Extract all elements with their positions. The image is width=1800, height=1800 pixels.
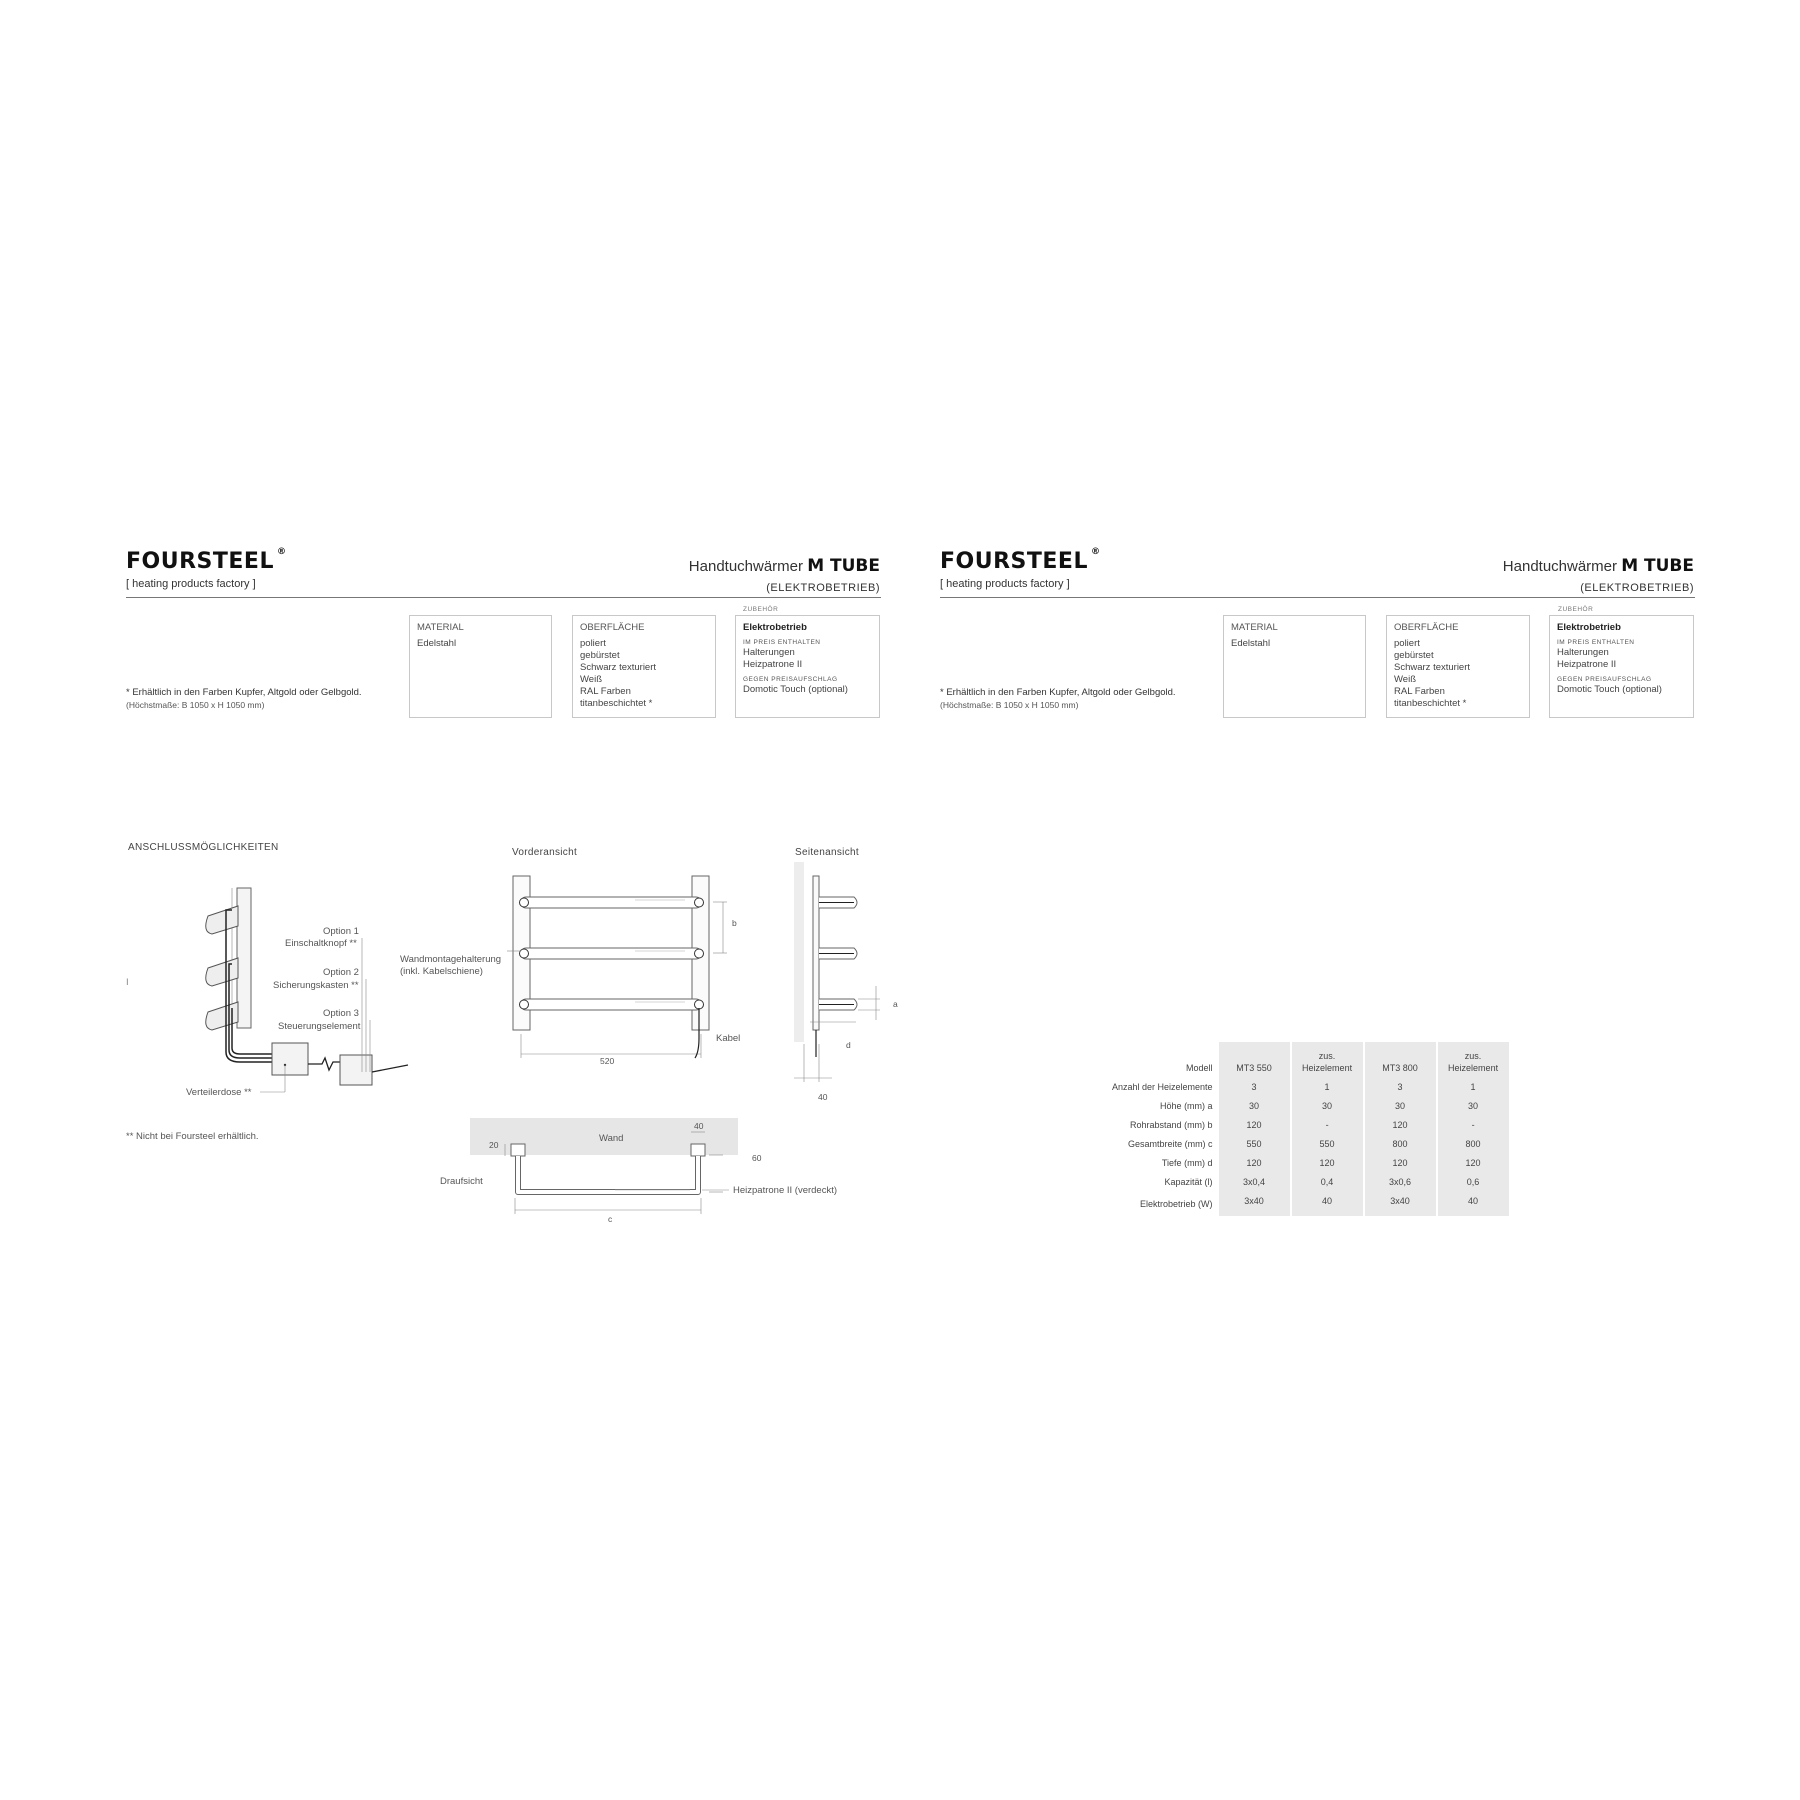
table-cell: 3x40 bbox=[1219, 1191, 1290, 1216]
option1-label: Option 1 bbox=[323, 926, 359, 937]
column-header: MT3 550 bbox=[1219, 1042, 1290, 1077]
product-title: Handtuchwärmer M TUBE bbox=[688, 556, 880, 576]
table-cell: 120 bbox=[1365, 1115, 1436, 1134]
table-cell: 800 bbox=[1365, 1134, 1436, 1153]
dim-20: 20 bbox=[489, 1140, 499, 1150]
table-cell: 120 bbox=[1292, 1153, 1363, 1172]
table-cell: 800 bbox=[1438, 1134, 1509, 1153]
product-drive-right: (ELEKTROBETRIEB) bbox=[1580, 582, 1694, 594]
option2-text: Sicherungskasten ** bbox=[273, 980, 359, 991]
row-label: Kapazität (l) bbox=[1164, 1176, 1213, 1187]
surface-box-right: OBERFLÄCHE poliert gebürstet Schwarz texturiert Weiß RAL Farben titanbeschichtet * bbox=[1386, 615, 1530, 718]
row-label: Elektrobetrieb (W) bbox=[1140, 1198, 1213, 1209]
side-view-drawing bbox=[790, 862, 905, 1087]
table-cell: 3x0,4 bbox=[1219, 1172, 1290, 1191]
column-header: zus. Heizelement bbox=[1438, 1042, 1509, 1077]
row-label: Anzahl der Heizelemente bbox=[1112, 1081, 1213, 1092]
table-row bbox=[1108, 1115, 1509, 1134]
accessories-box-right: Elektrobetrieb IM PREIS ENTHALTEN Halterungen Heizpatrone II GEGEN PREISAUFSCHLAG Domotic Touch (optional) bbox=[1549, 615, 1694, 718]
table-cell: 30 bbox=[1365, 1096, 1436, 1115]
table-row bbox=[1108, 1042, 1509, 1077]
dim-40-side: 40 bbox=[818, 1092, 828, 1102]
connection-diagram bbox=[180, 880, 430, 1115]
table-cell: - bbox=[1438, 1115, 1509, 1134]
table-row bbox=[1108, 1191, 1509, 1216]
connections-title: ANSCHLUSSMÖGLICHKEITEN bbox=[128, 842, 279, 853]
brand-logo: FOURSTEEL ® bbox=[126, 547, 287, 574]
spec-table bbox=[1106, 1042, 1511, 1216]
table-cell: 30 bbox=[1292, 1096, 1363, 1115]
dim-width: 520 bbox=[600, 1056, 615, 1066]
table-cell: 120 bbox=[1219, 1115, 1290, 1134]
table-cell: 0,4 bbox=[1292, 1172, 1363, 1191]
material-box: MATERIAL Edelstahl bbox=[409, 615, 552, 718]
table-cell: 550 bbox=[1219, 1134, 1290, 1153]
dim-40-top: 40 bbox=[694, 1121, 704, 1131]
table-cell: 3x40 bbox=[1365, 1191, 1436, 1216]
row-label: Modell bbox=[1186, 1063, 1213, 1073]
connections-note: ** Nicht bei Foursteel erhältlich. bbox=[126, 1131, 259, 1142]
wall-label: Wand bbox=[599, 1133, 624, 1144]
header-rule-right bbox=[940, 597, 1695, 598]
table-cell: 0,6 bbox=[1438, 1172, 1509, 1191]
accessory-caption: ZUBEHÖR bbox=[743, 606, 779, 613]
row-label: Gesamtbreite (mm) c bbox=[1128, 1138, 1213, 1149]
table-cell: 30 bbox=[1438, 1096, 1509, 1115]
table-cell: 120 bbox=[1365, 1153, 1436, 1172]
product-title-right: Handtuchwärmer M TUBE bbox=[1502, 556, 1694, 576]
color-footnote-right: * Erhältlich in den Farben Kupfer, Altgold oder Gelbgold. (Höchstmaße: B 1050 x H 1050 mm) bbox=[940, 687, 1176, 710]
front-view-title: Vorderansicht bbox=[512, 847, 578, 858]
row-label: Höhe (mm) a bbox=[1160, 1100, 1213, 1111]
table-cell: 3 bbox=[1219, 1077, 1290, 1096]
header-rule bbox=[126, 597, 881, 598]
brand-logo-right: FOURSTEEL ® bbox=[940, 547, 1101, 574]
accessories-box: Elektrobetrieb IM PREIS ENTHALTEN Halterungen Heizpatrone II GEGEN PREISAUFSCHLAG Domotic Touch (optional) bbox=[735, 615, 880, 718]
table-cell: 30 bbox=[1219, 1096, 1290, 1115]
cable-label: Kabel bbox=[716, 1033, 741, 1044]
table-row bbox=[1108, 1153, 1509, 1172]
option2-label: Option 2 bbox=[323, 967, 359, 978]
dim-a: a bbox=[893, 999, 898, 1009]
table-cell: 40 bbox=[1438, 1191, 1509, 1216]
dim-b: b bbox=[732, 918, 737, 928]
row-label: Rohrabstand (mm) b bbox=[1130, 1119, 1213, 1130]
table-cell: 3 bbox=[1365, 1077, 1436, 1096]
material-box-right: MATERIAL Edelstahl bbox=[1223, 615, 1366, 718]
brand-tagline: [ heating products factory ] bbox=[126, 578, 256, 590]
brand-tagline-right: [ heating products factory ] bbox=[940, 578, 1070, 590]
surface-box: OBERFLÄCHE poliert gebürstet Schwarz texturiert Weiß RAL Farben titanbeschichtet * bbox=[572, 615, 716, 718]
dim-d: d bbox=[846, 1040, 851, 1050]
mount-label: Wandmontagehalterung bbox=[400, 954, 502, 965]
side-view-title: Seitenansicht bbox=[795, 847, 859, 858]
dim-c: c bbox=[608, 1214, 613, 1224]
table-row bbox=[1108, 1077, 1509, 1096]
option3-label: Option 3 bbox=[323, 1008, 359, 1019]
cartridge-label: Heizpatrone II (verdeckt) bbox=[733, 1185, 838, 1196]
table-row bbox=[1108, 1096, 1509, 1115]
table-cell: 1 bbox=[1438, 1077, 1509, 1096]
dim-60: 60 bbox=[752, 1153, 762, 1163]
table-cell: 120 bbox=[1438, 1153, 1509, 1172]
table-cell: - bbox=[1292, 1115, 1363, 1134]
option3-text: Steuerungselement bbox=[278, 1021, 361, 1032]
row-label: Tiefe (mm) d bbox=[1161, 1157, 1213, 1168]
top-view-title: Draufsicht bbox=[440, 1176, 483, 1187]
table-row bbox=[1108, 1172, 1509, 1191]
mount-sublabel: (inkl. Kabelschiene) bbox=[400, 966, 483, 977]
table-cell: 120 bbox=[1219, 1153, 1290, 1172]
color-footnote: * Erhältlich in den Farben Kupfer, Altgold oder Gelbgold. (Höchstmaße: B 1050 x H 1050 mm) bbox=[126, 687, 362, 710]
table-cell: 3x0,6 bbox=[1365, 1172, 1436, 1191]
junction-box-label: Verteilerdose ** bbox=[186, 1087, 252, 1098]
table-row bbox=[1108, 1134, 1509, 1153]
table-cell: 1 bbox=[1292, 1077, 1363, 1096]
table-cell: 40 bbox=[1292, 1191, 1363, 1216]
option1-text: Einschaltknopf ** bbox=[285, 938, 357, 949]
column-header: zus. Heizelement bbox=[1292, 1042, 1363, 1077]
product-drive: (ELEKTROBETRIEB) bbox=[766, 582, 880, 594]
stray-mark: I bbox=[126, 977, 129, 988]
table-cell: 550 bbox=[1292, 1134, 1363, 1153]
column-header: MT3 800 bbox=[1365, 1042, 1436, 1077]
accessory-caption-right: ZUBEHÖR bbox=[1558, 606, 1594, 613]
